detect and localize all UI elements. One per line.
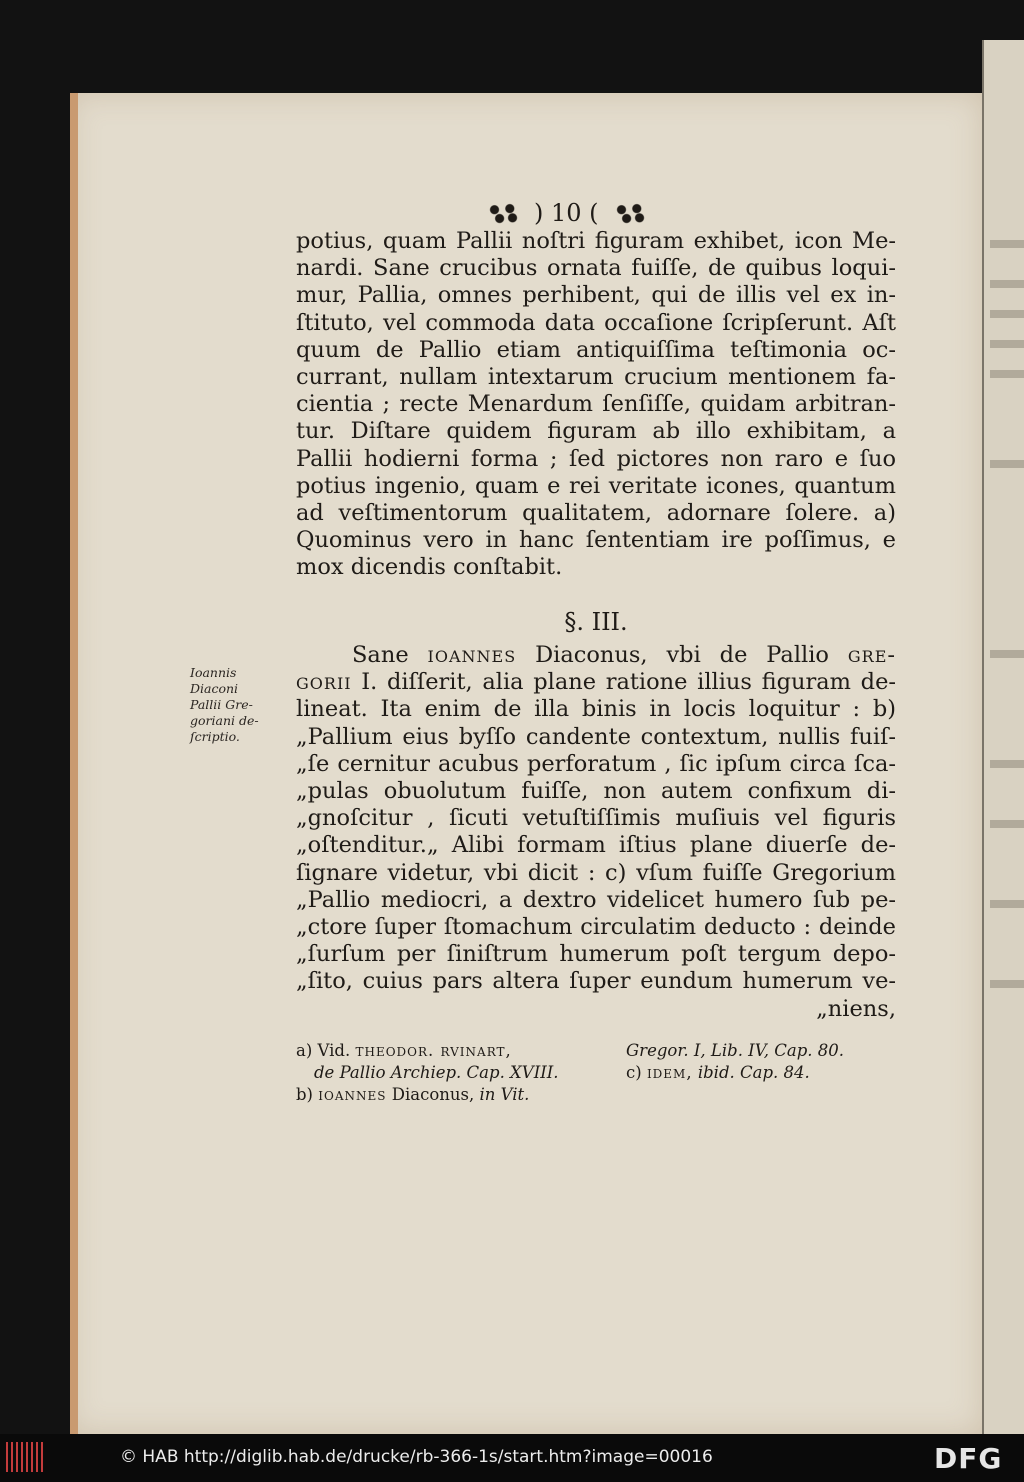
text-line: „ſito, cuius pars altera ſuper eundum humerum ve- xyxy=(296,968,896,995)
text-line: ſtituto, vel commoda data occaſione ſcripſerunt. Aſt xyxy=(296,309,896,336)
paragraph-2 xyxy=(296,642,896,1023)
author-name: ioannes xyxy=(318,1085,387,1104)
footnote-row xyxy=(296,1084,896,1106)
marginal-line: Diaconi xyxy=(190,681,239,696)
text-line: mur, Pallia, omnes perhibent, qui de illis vel ex in- xyxy=(296,282,896,309)
text-line: quum de Pallio etiam antiquiſſima teſtimonia oc- xyxy=(296,336,896,363)
text-line: potius ingenio, quam e rei veritate icones, quantum xyxy=(296,472,896,499)
text-line: „ctore ſuper ſtomachum circulatim deducto : deinde xyxy=(296,914,896,941)
name-ioannes: ioannes xyxy=(427,642,517,668)
text-line: „oſtenditur.„ Alibi formam iſtius plane diuerſe de- xyxy=(296,832,896,859)
text-line: cientia ; recte Menardum ſenſiſſe, quidam arbitran- xyxy=(296,391,896,418)
section-heading: §. III. xyxy=(564,608,628,636)
footnotes xyxy=(296,1040,896,1106)
marginal-line: Ioannis xyxy=(190,665,237,680)
text-run: Diaconus, vbi de Pallio xyxy=(516,642,848,668)
marginal-note xyxy=(190,665,270,745)
footer-bar xyxy=(0,1434,1024,1482)
text-line: lineat. Ita enim de illa binis in locis loquitur : b) xyxy=(296,696,896,723)
marginal-line: Pallii Gre- xyxy=(190,697,253,712)
text-line: mox dicendis conſtabit. xyxy=(296,554,563,581)
copyright-url[interactable]: © HAB http://diglib.hab.de/drucke/rb-366-1s/start.htm?image=00016 xyxy=(120,1447,713,1467)
name-gregorii-part: gorii xyxy=(296,669,352,696)
author-name: idem, xyxy=(646,1063,693,1082)
adjacent-page-edge xyxy=(982,40,1024,1434)
text-run: I. diſſerit, alia plane ratione illius figuram de- xyxy=(351,669,896,696)
footnote-text: ibid. Cap. 84. xyxy=(692,1063,810,1082)
catchword: „niens, xyxy=(816,995,896,1022)
text-line: „ſe cernitur acubus perforatum , ſic ipſum circa ſca- xyxy=(296,750,896,777)
ornament-left-icon xyxy=(486,202,520,224)
running-head xyxy=(486,196,706,230)
text-line: „Pallio mediocri, a dextro videlicet humero ſub pe- xyxy=(296,886,896,913)
text-line: potius, quam Pallii noſtri figuram exhibet, icon Me- xyxy=(296,228,896,254)
paragraph-1 xyxy=(296,228,896,582)
text-line: „Pallium eius byſſo candente contextum, nullis fuiſ- xyxy=(296,723,896,750)
ornament-right-icon xyxy=(613,202,647,224)
text-line xyxy=(296,642,896,669)
footnote-label: b) xyxy=(296,1085,319,1104)
page-number: ) 10 ( xyxy=(534,199,599,227)
footnote-b-cont: Gregor. I, Lib. IV, Cap. 80. xyxy=(626,1041,844,1060)
footnote-a-cont: de Pallio Archiep. Cap. XVIII. xyxy=(314,1063,559,1082)
footnote-b xyxy=(296,1084,529,1106)
name-gregorii-part: gre- xyxy=(847,642,896,668)
text-line: ad veſtimentorum qualitatem, adornare ſolere. a) xyxy=(296,500,896,527)
footnote-text: Diaconus, xyxy=(386,1085,480,1104)
footnote-label: c) xyxy=(626,1063,647,1082)
marginal-line: goriani de- xyxy=(190,713,259,728)
marginal-line: ſcriptio. xyxy=(190,729,240,744)
text-line xyxy=(296,669,896,696)
text-run: Sane xyxy=(352,642,428,668)
footnote-row xyxy=(296,1062,896,1084)
text-line: „gnoſcitur , ſicuti vetuſtiſſimis muſiuis vel figuris xyxy=(296,805,896,832)
text-line: currant, nullam intextarum crucium mentionem fa- xyxy=(296,364,896,391)
footnote-row xyxy=(296,1040,896,1062)
text-line: „ſurſum per ſiniſtrum humerum poſt tergum depo- xyxy=(296,941,896,968)
text-line: ſignare videtur, vbi dicit : c) vſum fuiſſe Gregorium xyxy=(296,859,896,886)
dfg-logo: DFG xyxy=(934,1442,1003,1475)
text-line: nardi. Sane crucibus ornata fuiſſe, de quibus loqui- xyxy=(296,255,896,282)
barcode-icon xyxy=(6,1442,46,1472)
footnote-label: a) Vid. xyxy=(296,1041,356,1060)
text-line: tur. Diſtare quidem figuram ab illo exhibitam, a xyxy=(296,418,896,445)
text-line: Pallii hodierni forma ; ſed pictores non raro e ſuo xyxy=(296,445,896,472)
footnote-text: in Vit. xyxy=(479,1085,530,1104)
text-line: Quominus vero in hanc ſententiam ire poſſimus, e xyxy=(296,527,896,554)
footnote-a xyxy=(296,1040,626,1062)
footnote-c xyxy=(626,1062,810,1084)
text-line: „pulas obuolutum fuiſſe, non autem confixum di- xyxy=(296,778,896,805)
page-edge xyxy=(70,93,78,1434)
author-name: theodor. rvinart, xyxy=(355,1041,512,1060)
